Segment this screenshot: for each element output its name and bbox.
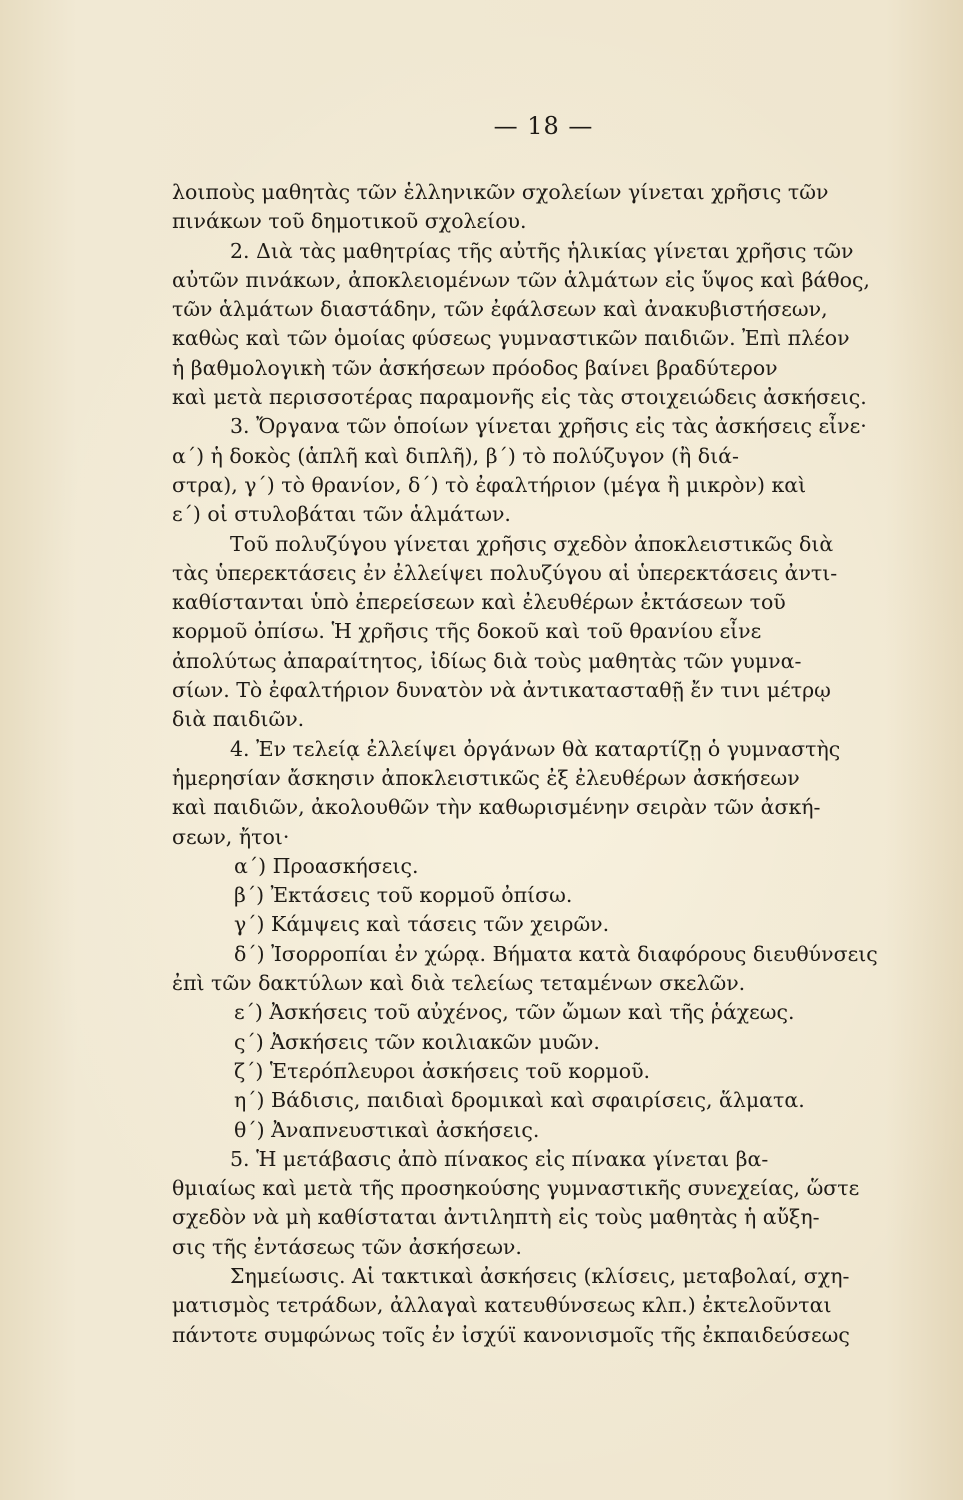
line-text: ε΄) Ἀσκήσεις τοῦ αὐχένος, τῶν ὤμων καὶ τῆς ῥάχεως. [234, 1000, 795, 1025]
text-line [172, 676, 885, 705]
list-item [172, 881, 885, 910]
text-line [172, 1321, 885, 1350]
line-text: σεων, ἤτοι· [172, 824, 290, 849]
line-text: διὰ παιδιῶν. [172, 707, 305, 732]
line-text: α΄) ἡ δοκὸς (ἁπλῆ καὶ διπλῆ), β΄) τὸ πολύζυγον (ἢ διά- [172, 443, 739, 468]
list-item [172, 940, 885, 969]
body-text [172, 178, 885, 1350]
list-item [172, 1057, 885, 1086]
line-text: ἡμερησίαν ἄσκησιν ἀποκλειστικῶς ἐξ ἐλευθέρων ἀσκήσεων [172, 765, 800, 790]
text-line [172, 559, 885, 588]
text-line [172, 617, 885, 646]
text-line [172, 500, 885, 529]
text-line [172, 354, 885, 383]
text-line [172, 647, 885, 676]
text-line [172, 764, 885, 793]
line-text: τῶν ἁλμάτων διαστάδην, τῶν ἐφάλσεων καὶ ἀνακυβιστήσεων, [172, 297, 828, 322]
text-line [172, 412, 885, 441]
line-text: ἐπὶ τῶν δακτύλων καὶ διὰ τελείως τεταμένων σκελῶν. [172, 971, 746, 996]
text-line [172, 471, 885, 500]
text-line [172, 1174, 885, 1203]
line-text: καθὼς καὶ τῶν ὁμοίας φύσεως γυμναστικῶν παιδιῶν. Ἐπὶ πλέον [172, 326, 850, 351]
text-line [172, 1145, 885, 1174]
text-line [172, 442, 885, 471]
list-item [172, 852, 885, 881]
text-line [172, 1291, 885, 1320]
line-text: λοιποὺς μαθητὰς τῶν ἑλληνικῶν σχολείων γίνεται χρῆσις τῶν [172, 180, 829, 204]
line-text: ζ΄) Ἑτερόπλευροι ἀσκήσεις τοῦ κορμοῦ. [234, 1058, 651, 1083]
line-text: αὐτῶν πινάκων, ἀποκλειομένων τῶν ἁλμάτων εἰς ὕψος καὶ βάθος, [172, 267, 870, 292]
list-item [172, 1028, 885, 1057]
line-text: τὰς ὑπερεκτάσεις ἐν ἐλλείψει πολυζύγου αἱ ὑπερεκτάσεις ἀντι- [172, 560, 838, 585]
line-text: καὶ μετὰ περισσοτέρας παραμονῆς εἰς τὰς στοιχειώδεις ἀσκήσεις. [172, 385, 867, 410]
line-text: πάντοτε συμφώνως τοῖς ἐν ἰσχύϊ κανονισμοῖς τῆς ἐκπαιδεύσεως [172, 1322, 850, 1347]
text-line [172, 383, 885, 412]
line-text: στρα), γ΄) τὸ θρανίον, δ΄) τὸ ἐφαλτήριον (μέγα ἢ μικρὸν) καὶ [172, 472, 807, 497]
line-text: δ΄) Ἰσορροπίαι ἐν χώρᾳ. Βήματα κατὰ διαφόρους διευθύνσεις [234, 941, 878, 966]
text-line [172, 237, 885, 266]
line-text: ε΄) οἱ στυλοβάται τῶν ἁλμάτων. [172, 502, 511, 527]
list-item [172, 1116, 885, 1145]
text-line [172, 1203, 885, 1232]
page-number: — 18 — [493, 112, 594, 140]
line-text: 4. Ἐν τελείᾳ ἐλλείψει ὀργάνων θὰ καταρτίζῃ ὁ γυμναστὴς [230, 736, 841, 761]
text-line [172, 735, 885, 764]
text-line [172, 178, 885, 207]
text-line [172, 324, 885, 353]
line-text: ματισμὸς τετράδων, ἀλλαγαὶ κατευθύνσεως κλπ.) ἐκτελοῦνται [172, 1293, 832, 1318]
line-text: ς΄) Ἀσκήσεις τῶν κοιλιακῶν μυῶν. [234, 1029, 600, 1054]
line-text: α΄) Προασκήσεις. [234, 853, 419, 878]
line-text: κορμοῦ ὀπίσω. Ἡ χρῆσις τῆς δοκοῦ καὶ τοῦ θρανίου εἶνε [172, 619, 762, 644]
text-line [172, 266, 885, 295]
text-line [172, 823, 885, 852]
line-text: γ΄) Κάμψεις καὶ τάσεις τῶν χειρῶν. [234, 912, 610, 937]
text-line [172, 969, 885, 998]
text-line [172, 1233, 885, 1262]
line-text: καὶ παιδιῶν, ἀκολουθῶν τὴν καθωρισμένην σειρὰν τῶν ἀσκή- [172, 795, 821, 820]
line-text: 3. Ὄργανα τῶν ὁποίων γίνεται χρῆσις εἰς τὰς ἀσκήσεις εἶνε· [230, 414, 867, 439]
line-text: θμιαίως καὶ μετὰ τῆς προσηκούσης γυμναστικῆς συνεχείας, ὥστε [172, 1176, 860, 1201]
line-text: σχεδὸν νὰ μὴ καθίσταται ἀντιληπτὴ εἰς τοὺς μαθητὰς ἡ αὔξη- [172, 1205, 820, 1230]
line-text: πινάκων τοῦ δημοτικοῦ σχολείου. [172, 209, 527, 234]
text-line [172, 705, 885, 734]
list-item [172, 1086, 885, 1115]
line-text: β΄) Ἐκτάσεις τοῦ κορμοῦ ὀπίσω. [234, 883, 573, 908]
line-text: ἀπολύτως ἀπαραίτητος, ἰδίως διὰ τοὺς μαθητὰς τῶν γυμνα- [172, 648, 802, 673]
line-text: 5. Ἡ μετάβασις ἀπὸ πίνακος εἰς πίνακα γίνεται βα- [230, 1146, 769, 1171]
line-text: καθίστανται ὑπὸ ἐπερείσεων καὶ ἐλευθέρων ἐκτάσεων τοῦ [172, 590, 786, 615]
text-line [172, 207, 885, 236]
line-text: σις τῆς ἐντάσεως τῶν ἀσκήσεων. [172, 1234, 522, 1259]
text-line [172, 1262, 885, 1291]
text-line [172, 588, 885, 617]
line-text: Σημείωσις. Αἱ τακτικαὶ ἀσκήσεις (κλίσεις, μεταβολαί, σχη- [230, 1263, 850, 1288]
line-text: ἡ βαθμολογικὴ τῶν ἀσκήσεων πρόοδος βαίνει βραδύτερον [172, 355, 778, 380]
line-text: 2. Διὰ τὰς μαθητρίας τῆς αὐτῆς ἡλικίας γίνεται χρῆσις τῶν [230, 238, 854, 263]
text-line [172, 530, 885, 559]
line-text: η΄) Βάδισις, παιδιαὶ δρομικαὶ καὶ σφαιρίσεις, ἅλματα. [234, 1088, 805, 1113]
text-line [172, 793, 885, 822]
list-item [172, 910, 885, 939]
line-text: θ΄) Ἀναπνευστικαὶ ἀσκήσεις. [234, 1117, 540, 1142]
line-text: Τοῦ πολυζύγου γίνεται χρῆσις σχεδὸν ἀποκλειστικῶς διὰ [230, 531, 834, 556]
line-text: σίων. Τὸ ἐφαλτήριον δυνατὸν νὰ ἀντικατασταθῇ ἔν τινι μέτρῳ [172, 678, 831, 703]
text-line [172, 295, 885, 324]
list-item [172, 998, 885, 1027]
